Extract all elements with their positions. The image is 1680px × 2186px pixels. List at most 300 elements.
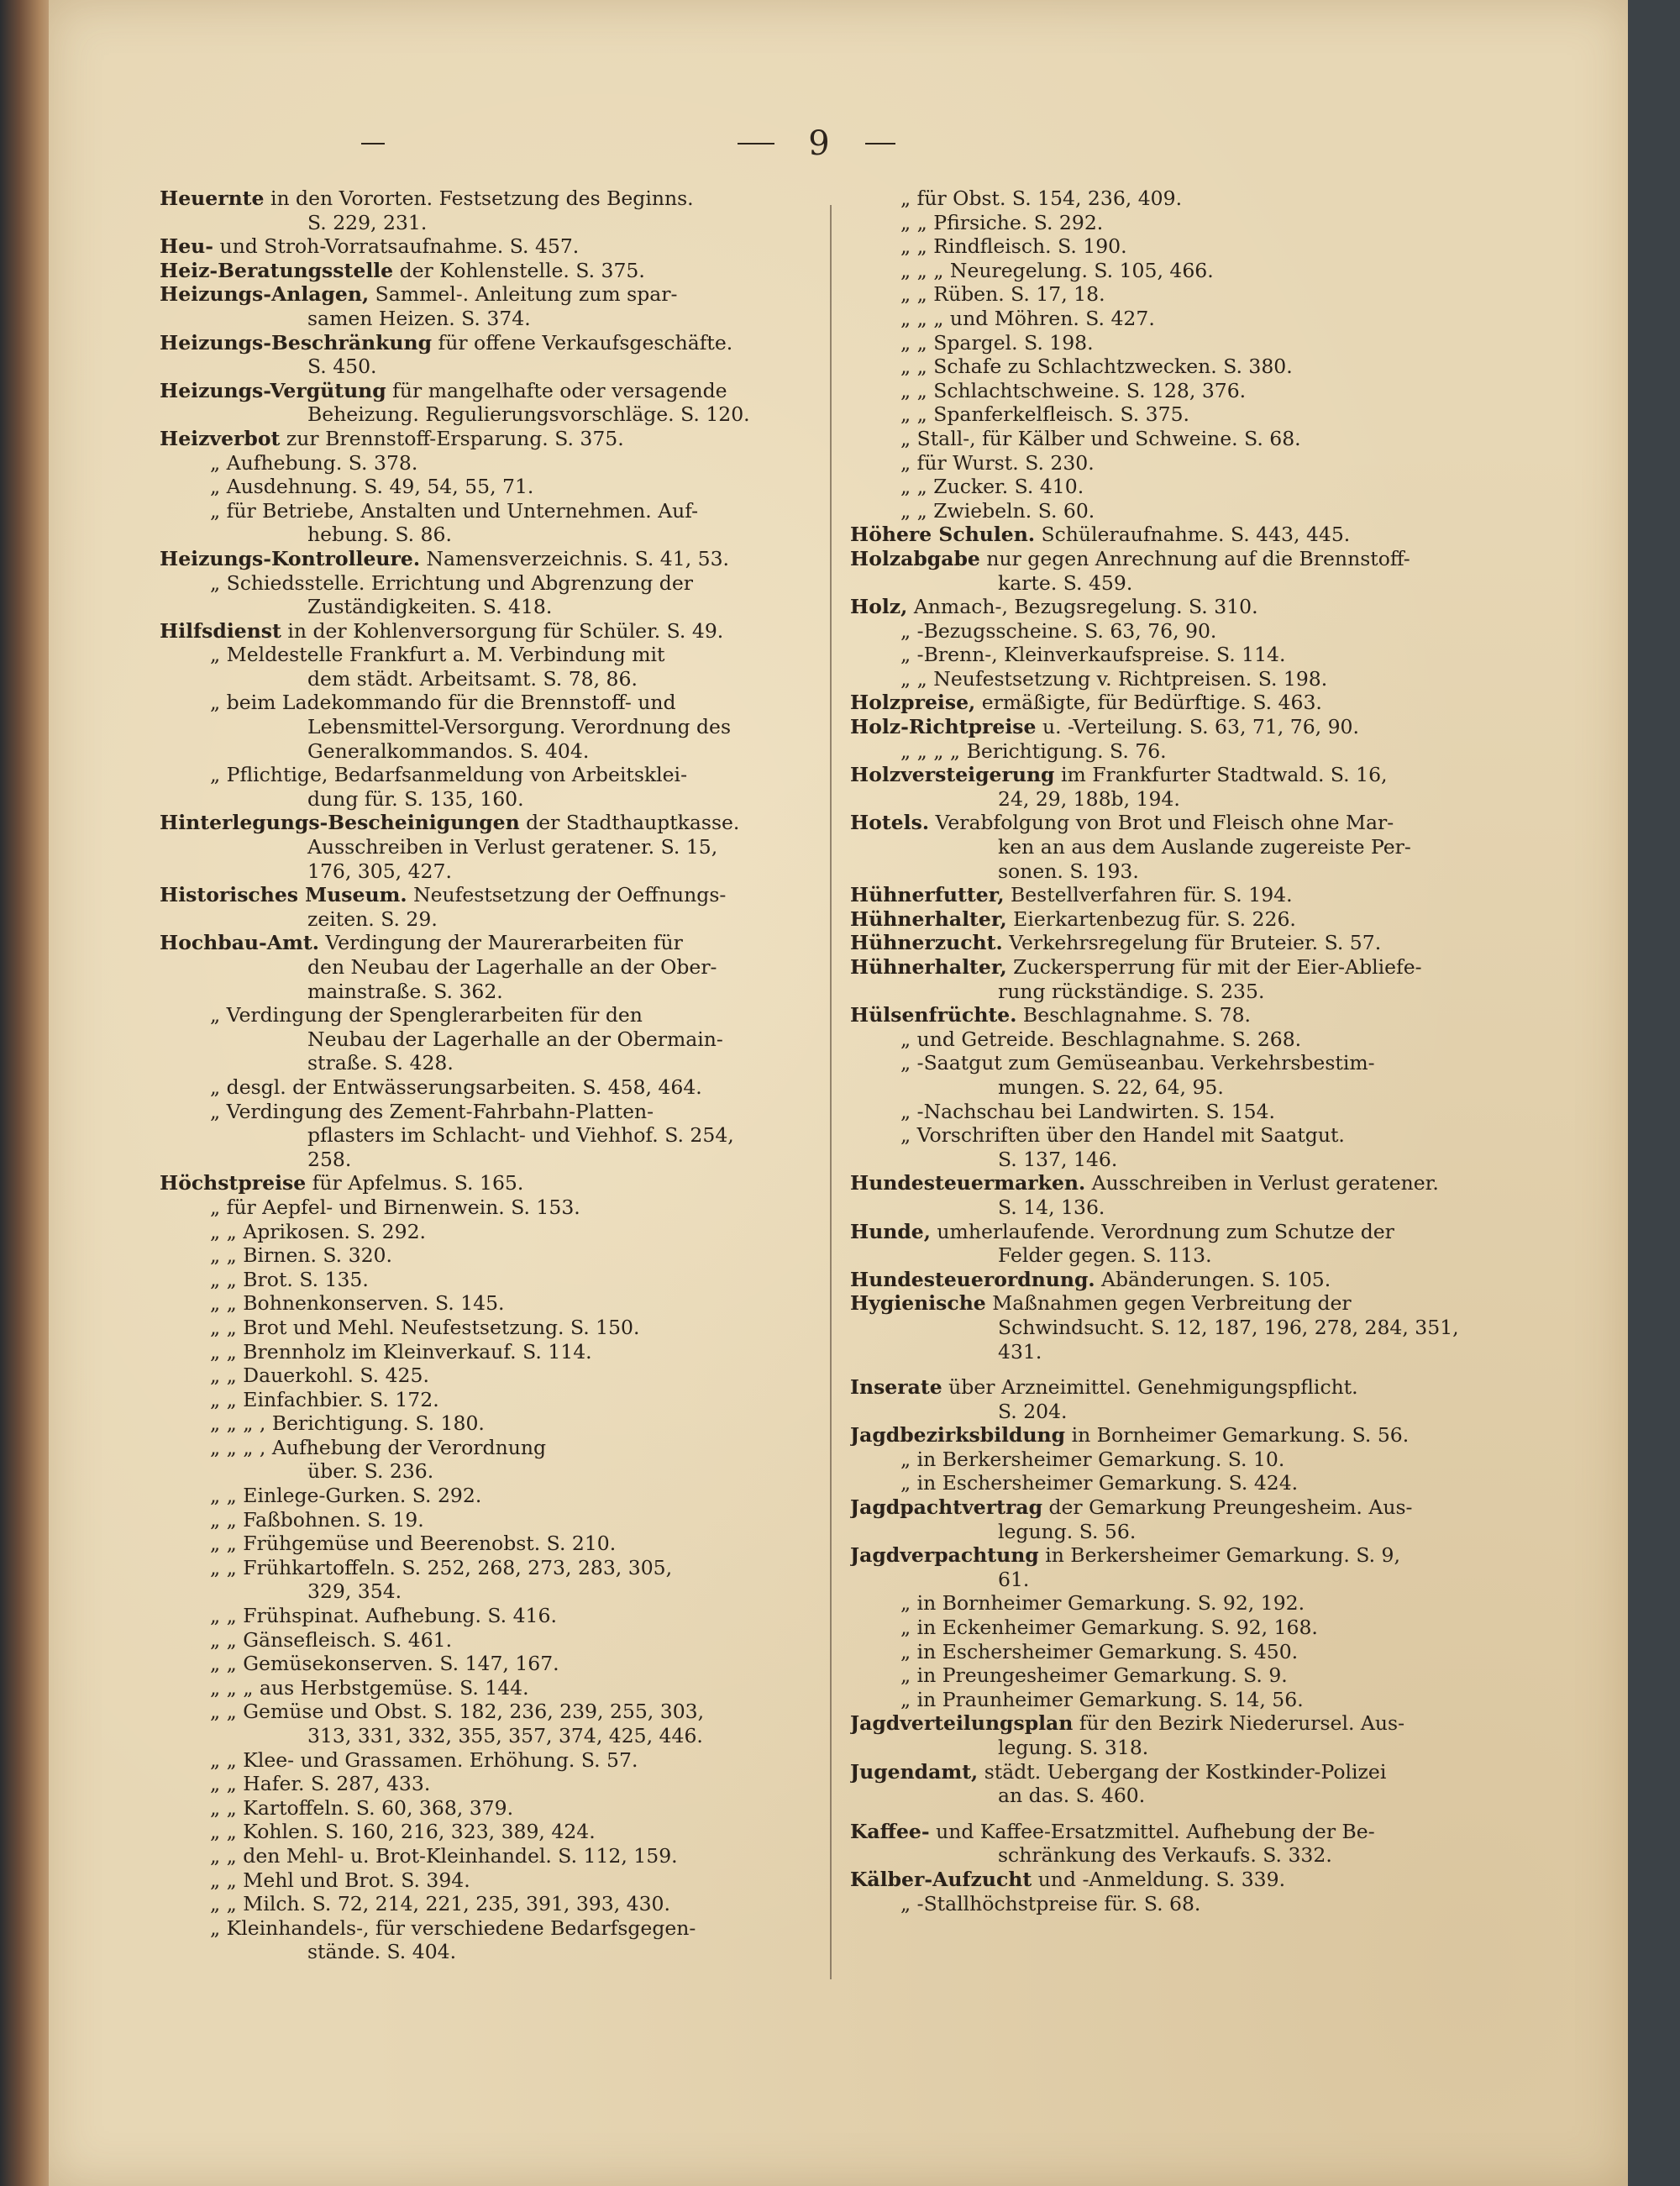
index-text: Anmach-, Bezugsregelung. S. 310. (907, 595, 1258, 619)
index-line (160, 1796, 823, 1821)
index-keyword: Heizungs-Beschränkung (160, 330, 433, 355)
index-text: Neufestsetzung der Oeffnungs- (407, 883, 727, 907)
index-text: „ in Bornheimer Gemarkung. S. 92, 192. (900, 1591, 1305, 1616)
index-text: „ Ausdehnung. S. 49, 54, 55, 71. (210, 475, 534, 499)
index-text: rung rückständige. S. 235. (998, 979, 1265, 1003)
index-line (160, 1340, 823, 1364)
index-text: „ „ Kartoffeln. S. 60, 368, 379. (210, 1795, 514, 1820)
index-text: „ für Aepfel- und Birnenwein. S. 153. (210, 1195, 580, 1219)
index-line (850, 739, 1497, 764)
index-text: Beschlagnahme. S. 78. (1016, 1003, 1252, 1027)
index-text: Zuständigkeiten. S. 418. (307, 595, 553, 619)
index-line (850, 883, 1497, 907)
index-text: legung. S. 318. (998, 1736, 1149, 1759)
index-line (160, 691, 823, 715)
index-line (160, 571, 823, 596)
index-text: Abänderungen. S. 105. (1095, 1267, 1331, 1291)
index-line (850, 234, 1497, 259)
index-text: 313, 331, 332, 355, 357, 374, 425, 446. (307, 1724, 703, 1747)
index-keyword: Historisches Museum. (160, 883, 407, 907)
index-line (850, 211, 1497, 235)
index-line (850, 835, 1497, 859)
index-line (160, 1916, 823, 1941)
index-line (850, 1123, 1497, 1148)
index-line (850, 1471, 1497, 1495)
index-text: „ „ Brot. S. 135. (210, 1267, 369, 1291)
index-text: dem städt. Arbeitsamt. S. 78, 86. (307, 666, 638, 691)
index-line (160, 595, 823, 619)
index-text: Verabfolgung von Brot und Fleisch ohne Mar- (929, 811, 1394, 835)
index-keyword: Holzpreise, (850, 691, 976, 715)
index-line (850, 1543, 1497, 1568)
index-text: Eierkartenbezug für. S. 226. (1006, 906, 1296, 931)
index-text: „ in Eckenheimer Gemarkung. S. 92, 168. (900, 1616, 1318, 1640)
index-text: Maßnahmen gegen Verbreitung der (985, 1291, 1352, 1316)
index-line (850, 1820, 1497, 1844)
index-line (160, 1100, 823, 1124)
index-keyword: Holzabgabe (850, 546, 980, 570)
index-line (850, 980, 1497, 1004)
index-text: 258. (307, 1147, 352, 1171)
index-text: „ Verdingung der Spenglerarbeiten für den (210, 1003, 643, 1027)
index-text: in der Kohlenversorgung für Schüler. S. 49. (281, 618, 724, 643)
index-line (850, 691, 1497, 715)
index-text: Namensverzeichnis. S. 41, 53. (420, 546, 730, 570)
index-text: „ „ Pfirsiche. S. 292. (900, 210, 1104, 234)
index-line (160, 883, 823, 907)
index-keyword: Holz, (850, 595, 908, 619)
index-keyword: Jagdbezirksbildung (850, 1423, 1066, 1448)
index-line (850, 1075, 1497, 1100)
index-line (160, 259, 823, 283)
index-line (160, 1003, 823, 1027)
index-text: 431. (998, 1339, 1042, 1364)
index-text: „ -Brenn-, Kleinverkaufspreise. S. 114. (900, 643, 1286, 667)
index-text: 176, 305, 427. (307, 859, 452, 883)
index-line (850, 571, 1497, 596)
index-keyword: Hochbau-Amt. (160, 931, 319, 955)
index-line (160, 475, 823, 499)
index-text: „ und Getreide. Beschlagnahme. S. 268. (900, 1027, 1302, 1051)
index-line (850, 499, 1497, 523)
index-line (850, 355, 1497, 379)
index-text: „ für Wurst. S. 230. (900, 450, 1095, 475)
index-text: „ „ Faßbohnen. S. 19. (210, 1507, 424, 1532)
index-line (160, 1724, 823, 1748)
header-dash-left (361, 143, 385, 145)
index-line (160, 1243, 823, 1268)
index-keyword: Hotels. (850, 811, 930, 835)
index-text: S. 450. (307, 355, 377, 379)
index-line (850, 1495, 1497, 1520)
index-line (160, 1676, 823, 1700)
index-line (160, 1892, 823, 1916)
index-text: „ „ Brennholz im Kleinverkauf. S. 114. (210, 1339, 592, 1364)
index-line (850, 1736, 1497, 1760)
index-line (160, 1075, 823, 1100)
index-line (850, 1100, 1497, 1124)
header-dash-right (865, 143, 895, 145)
index-line (160, 907, 823, 932)
index-keyword: Hühnerfutter, (850, 883, 1005, 907)
index-text: Sammel-. Anleitung zum spar- (369, 282, 678, 307)
index-text: „ -Stallhöchstpreise für. S. 68. (900, 1891, 1201, 1915)
index-text: den Neubau der Lagerhalle an der Ober- (307, 955, 717, 979)
index-text: Lebensmittel-Versorgung. Verordnung des (307, 715, 731, 739)
index-line (160, 1940, 823, 1964)
index-text: „ „ Frühspinat. Aufhebung. S. 416. (210, 1604, 557, 1628)
index-text: „ Aufhebung. S. 378. (210, 450, 418, 475)
index-line (160, 1220, 823, 1244)
index-text: „ in Eschersheimer Gemarkung. S. 450. (900, 1639, 1299, 1663)
index-keyword: Hühnerzucht. (850, 931, 1003, 955)
index-line (850, 907, 1497, 932)
index-text: Neubau der Lagerhalle an der Obermain- (307, 1027, 723, 1051)
index-text: „ „ den Mehl- u. Brot-Kleinhandel. S. 112, 159. (210, 1843, 678, 1868)
index-line (850, 787, 1497, 812)
index-keyword: Hilfsdienst (160, 618, 281, 643)
index-text: in Berkersheimer Gemarkung. S. 9, (1038, 1543, 1400, 1568)
index-keyword: Hülsenfrüchte. (850, 1003, 1017, 1027)
index-text: hebung. S. 86. (307, 523, 452, 547)
index-line (160, 1195, 823, 1220)
index-text: „ „ „ , Berichtigung. S. 180. (210, 1411, 485, 1436)
index-line (850, 1027, 1497, 1052)
index-text: „ -Nachschau bei Landwirten. S. 154. (900, 1099, 1275, 1123)
index-line (850, 331, 1497, 355)
index-text: für Apfelmus. S. 165. (306, 1171, 524, 1195)
index-text: S. 204. (998, 1399, 1068, 1423)
index-text: Zuckersperrung für mit der Eier-Abliefe- (1006, 955, 1422, 979)
index-line (850, 1400, 1497, 1424)
index-keyword: Heuernte (160, 187, 265, 210)
index-text: ermäßigte, für Bedürftige. S. 463. (975, 691, 1322, 715)
index-line (160, 1508, 823, 1532)
index-column-left (160, 187, 823, 1964)
index-text: mainstraße. S. 362. (307, 979, 503, 1003)
index-line (850, 595, 1497, 619)
index-text: „ „ Gemüse und Obst. S. 182, 236, 239, 255, 303, (210, 1700, 705, 1724)
index-line (850, 1220, 1497, 1244)
index-line (850, 955, 1497, 980)
index-line (850, 715, 1497, 739)
index-line (160, 451, 823, 476)
page-header (0, 123, 1680, 165)
index-keyword: Inserate (850, 1375, 942, 1400)
index-text: „ „ Frühgemüse und Beerenobst. S. 210. (210, 1532, 617, 1556)
index-line (160, 955, 823, 980)
index-line (850, 1148, 1497, 1172)
index-line (160, 1291, 823, 1316)
index-line (850, 1340, 1497, 1364)
index-keyword: Heizungs-Anlagen, (160, 282, 370, 307)
index-line (160, 499, 823, 523)
index-text: städt. Uebergang der Kostkinder-Polizei (978, 1759, 1387, 1784)
index-text: „ „ Zucker. S. 410. (900, 475, 1084, 499)
index-line (850, 1375, 1497, 1400)
index-text: für offene Verkaufsgeschäfte. (432, 330, 733, 355)
index-keyword: Hunde, (850, 1219, 931, 1243)
index-line (850, 1711, 1497, 1736)
index-line (160, 1628, 823, 1653)
index-line (850, 187, 1497, 211)
index-line (160, 355, 823, 379)
index-line (160, 667, 823, 691)
index-keyword: Höchstpreise (160, 1171, 307, 1195)
index-text: und Kaffee-Ersatzmittel. Aufhebung der Be- (929, 1819, 1375, 1843)
index-line (850, 859, 1497, 884)
index-line (850, 1868, 1497, 1892)
index-text: „ Stall-, für Kälber und Schweine. S. 68. (900, 426, 1301, 450)
index-text: „ für Obst. S. 154, 236, 409. (900, 187, 1183, 210)
index-text: „ „ Dauerkohl. S. 425. (210, 1364, 429, 1388)
book-spine (0, 0, 55, 2186)
index-text: „ „ Frühkartoffeln. S. 252, 268, 273, 283, 305, (210, 1555, 673, 1579)
index-keyword: Kaffee- (850, 1819, 930, 1843)
index-text: „ in Eschersheimer Gemarkung. S. 424. (900, 1471, 1299, 1495)
index-text: „ „ Einlege-Gurken. S. 292. (210, 1484, 482, 1508)
index-line (160, 1171, 823, 1195)
index-line (160, 643, 823, 667)
index-text: „ in Preungesheimer Gemarkung. S. 9. (900, 1663, 1288, 1688)
index-line (160, 1268, 823, 1292)
index-text: „ für Betriebe, Anstalten und Unternehmen. Auf- (210, 498, 699, 523)
index-line (850, 547, 1497, 571)
index-text: „ „ Gemüsekonserven. S. 147, 167. (210, 1652, 559, 1676)
index-text: „ „ „ Neuregelung. S. 105, 466. (900, 258, 1214, 282)
index-text: für mangelhafte oder versagende (386, 378, 727, 402)
index-text: Ausschreiben in Verlust geratener. (1085, 1171, 1439, 1195)
index-text: „ „ „ aus Herbstgemüse. S. 144. (210, 1675, 529, 1700)
index-line (850, 1268, 1497, 1292)
index-line (160, 980, 823, 1004)
index-line (160, 811, 823, 835)
index-keyword: Heizungs-Vergütung (160, 378, 386, 402)
index-text: in den Vororten. Festsetzung des Beginns. (264, 187, 694, 210)
index-text: Schwindsucht. S. 12, 187, 196, 278, 284, 351, (998, 1315, 1459, 1339)
index-text: „ -Bezugsscheine. S. 63, 76, 90. (900, 618, 1217, 643)
index-keyword: Hundesteuerordnung. (850, 1267, 1095, 1291)
index-line (160, 523, 823, 547)
index-line (160, 547, 823, 571)
index-keyword: Hinterlegungs-Bescheinigungen (160, 811, 520, 835)
index-line (850, 1520, 1497, 1544)
index-keyword: Kälber-Aufzucht (850, 1867, 1032, 1891)
index-line (160, 1316, 823, 1340)
index-line (160, 619, 823, 644)
index-text: „ Pflichtige, Bedarfsanmeldung von Arbeitsklei- (210, 763, 688, 787)
index-line (850, 451, 1497, 476)
index-line (160, 1364, 823, 1388)
index-line (850, 1448, 1497, 1472)
index-line (850, 307, 1497, 331)
index-line (160, 859, 823, 884)
index-text: zeiten. S. 29. (307, 906, 438, 931)
index-line (160, 1388, 823, 1412)
index-keyword: Hühnerhalter, (850, 955, 1007, 979)
index-text: Generalkommandos. S. 404. (307, 738, 590, 763)
index-line (850, 427, 1497, 451)
index-text: nur gegen Anrechnung auf die Brennstoff- (979, 546, 1410, 570)
index-line (850, 1808, 1497, 1820)
index-column-right (850, 187, 1497, 1915)
index-text: Verdingung der Maurerarbeiten für (318, 931, 683, 955)
index-text: der Stadthauptkasse. (519, 811, 740, 835)
index-line (850, 379, 1497, 403)
index-line (160, 1844, 823, 1868)
index-text: „ in Praunheimer Gemarkung. S. 14, 56. (900, 1687, 1304, 1711)
index-line (850, 523, 1497, 547)
index-line (850, 763, 1497, 787)
index-text: 61. (998, 1567, 1030, 1591)
index-keyword: Heizverbot (160, 426, 281, 450)
index-text: dung für. S. 135, 160. (307, 786, 524, 811)
index-text: „ „ Hafer. S. 287, 433. (210, 1772, 431, 1796)
index-text: „ beim Ladekommando für die Brennstoff- und (210, 691, 676, 715)
index-keyword: Jagdpachtvertrag (850, 1495, 1042, 1520)
index-text: „ „ „ und Möhren. S. 427. (900, 306, 1155, 330)
index-line (850, 1760, 1497, 1784)
index-text: Beheizung. Regulierungsvorschläge. S. 120. (307, 402, 750, 427)
index-text: pflasters im Schlacht- und Viehhof. S. 254, (307, 1123, 734, 1148)
index-line (160, 1148, 823, 1172)
index-text: im Frankfurter Stadtwald. S. 16, (1054, 763, 1388, 787)
index-text: umherlaufende. Verordnung zum Schutze der (930, 1219, 1394, 1243)
index-keyword: Jagdverpachtung (850, 1543, 1039, 1568)
index-line (850, 1663, 1497, 1688)
index-text: „ „ Birnen. S. 320. (210, 1243, 392, 1268)
index-text: stände. S. 404. (307, 1940, 457, 1964)
index-keyword: Hühnerhalter, (850, 906, 1007, 931)
index-text: S. 14, 136. (998, 1195, 1105, 1219)
index-text: Felder gegen. S. 113. (998, 1243, 1212, 1268)
index-text: „ „ Rüben. S. 17, 18. (900, 282, 1105, 307)
index-text: sonen. S. 193. (998, 859, 1139, 883)
index-line (160, 1700, 823, 1724)
index-text: „ „ Bohnenkonserven. S. 145. (210, 1291, 505, 1316)
index-line (850, 1568, 1497, 1592)
index-text: „ desgl. der Entwässerungsarbeiten. S. 458, 464. (210, 1075, 702, 1099)
index-text: „ „ Einfachbier. S. 172. (210, 1387, 439, 1411)
index-line (160, 1868, 823, 1893)
index-text: „ Verdingung des Zement-Fahrbahn-Platten- (210, 1099, 654, 1123)
index-keyword: Jagdverteilungsplan (850, 1711, 1074, 1736)
index-text: der Gemarkung Preungesheim. Aus- (1042, 1495, 1413, 1520)
index-line (850, 1892, 1497, 1916)
index-line (850, 1171, 1497, 1195)
index-keyword: Höhere Schulen. (850, 523, 1036, 547)
index-keyword: Hundesteuermarken. (850, 1171, 1086, 1195)
index-line (160, 1579, 823, 1604)
index-line (850, 1843, 1497, 1868)
index-line (160, 331, 823, 355)
index-line (160, 1604, 823, 1628)
index-line (850, 619, 1497, 644)
index-text: „ „ Neufestsetzung v. Richtpreisen. S. 198. (900, 666, 1328, 691)
index-line (160, 1772, 823, 1796)
index-keyword: Hygienische (850, 1291, 986, 1316)
index-line (160, 787, 823, 812)
index-keyword: Jugendamt, (850, 1759, 979, 1784)
index-keyword: Heu- (160, 234, 213, 259)
index-line (160, 1459, 823, 1484)
index-text: „ Vorschriften über den Handel mit Saatgut. (900, 1123, 1345, 1148)
index-line (160, 1051, 823, 1075)
index-text: „ „ Schafe zu Schlachtzwecken. S. 380. (900, 355, 1293, 379)
index-line (160, 1556, 823, 1580)
index-line (160, 1652, 823, 1676)
index-text: „ „ Zwiebeln. S. 60. (900, 498, 1095, 523)
index-keyword: Heizungs-Kontrolleure. (160, 546, 420, 570)
index-keyword: Heiz-Beratungsstelle (160, 258, 394, 282)
index-line (850, 402, 1497, 427)
index-text: „ Meldestelle Frankfurt a. M. Verbindung mit (210, 643, 665, 667)
index-line (850, 282, 1497, 307)
index-text: an das. S. 460. (998, 1784, 1146, 1808)
index-line (160, 931, 823, 955)
column-divider (830, 205, 832, 1979)
index-line (850, 1003, 1497, 1027)
index-keyword: Holz-Richtpreise (850, 715, 1037, 739)
index-line (160, 1820, 823, 1844)
index-text: „ „ Spargel. S. 198. (900, 330, 1094, 355)
index-text: „ in Berkersheimer Gemarkung. S. 10. (900, 1447, 1285, 1471)
index-line (850, 1616, 1497, 1640)
index-line (850, 259, 1497, 283)
index-line (160, 307, 823, 331)
index-line (850, 1784, 1497, 1808)
index-keyword: Holzversteigerung (850, 763, 1055, 787)
index-text: „ „ Schlachtschweine. S. 128, 376. (900, 378, 1247, 402)
index-line (160, 1027, 823, 1052)
index-line (160, 739, 823, 764)
index-text: „ Schiedsstelle. Errichtung und Abgrenzung der (210, 570, 693, 595)
index-text: „ „ Milch. S. 72, 214, 221, 235, 391, 393, 430. (210, 1892, 670, 1916)
index-text: in Bornheimer Gemarkung. S. 56. (1065, 1423, 1410, 1448)
index-text: schränkung des Verkaufs. S. 332. (998, 1843, 1332, 1868)
index-line (850, 1591, 1497, 1616)
index-text: „ -Saatgut zum Gemüseanbau. Verkehrsbestim- (900, 1051, 1375, 1075)
index-line (160, 835, 823, 859)
index-line (160, 427, 823, 451)
index-line (850, 1423, 1497, 1448)
index-line (160, 763, 823, 787)
index-text: S. 137, 146. (998, 1147, 1118, 1171)
index-line (160, 1532, 823, 1556)
index-line (160, 715, 823, 739)
index-line (850, 1688, 1497, 1712)
index-line (850, 1291, 1497, 1316)
index-text: für den Bezirk Niederursel. Aus- (1073, 1711, 1405, 1736)
index-text: 24, 29, 188b, 194. (998, 786, 1180, 811)
index-text: Verkehrsregelung für Bruteier. S. 57. (1002, 931, 1382, 955)
index-text: über. S. 236. (307, 1459, 434, 1484)
index-line (160, 1411, 823, 1436)
index-line (160, 187, 823, 211)
index-text: „ Kleinhandels-, für verschiedene Bedarfsgegen- (210, 1915, 696, 1940)
index-line (850, 811, 1497, 835)
index-line (160, 1123, 823, 1148)
page-number: 9 (808, 124, 830, 163)
index-line (850, 1364, 1497, 1375)
index-text: ken an aus dem Auslande zugereiste Per- (998, 835, 1411, 859)
index-line (850, 1640, 1497, 1664)
index-text: „ „ Aprikosen. S. 292. (210, 1219, 427, 1243)
index-line (850, 1316, 1497, 1340)
index-text: straße. S. 428. (307, 1051, 454, 1075)
index-text: der Kohlenstelle. S. 375. (393, 258, 645, 282)
index-text: „ „ Brot und Mehl. Neufestsetzung. S. 150. (210, 1315, 640, 1339)
